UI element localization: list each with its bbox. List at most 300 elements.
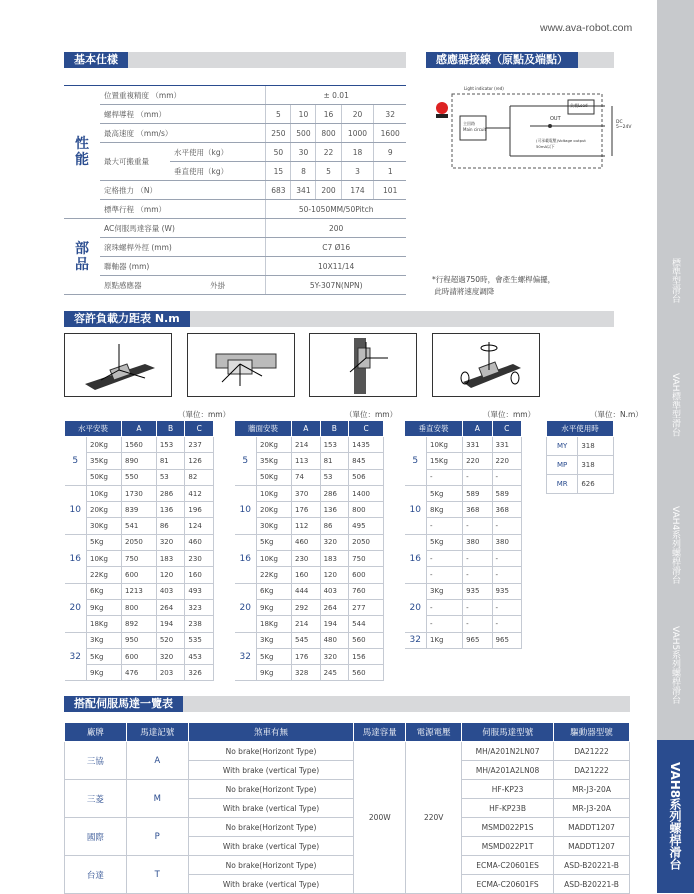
screw-lead: 16 [405, 534, 427, 583]
motor-header [65, 723, 630, 742]
load-cell: 9Kg [257, 599, 292, 615]
table-row [65, 502, 214, 518]
website-url[interactable]: www.ava-robot.com [540, 22, 633, 34]
load-cell: 600 [122, 648, 157, 664]
screw-lead: 32 [405, 632, 427, 648]
load-cell: 460 [185, 534, 214, 550]
load-cell: 560 [349, 665, 384, 681]
side-tab[interactable]: VAH4系列螺桿滑台 [670, 505, 680, 585]
load-cell: 320 [156, 534, 185, 550]
table-row [405, 583, 522, 599]
spec-value: 18 [341, 143, 374, 162]
brake: No brake(Horizont Type) [188, 818, 354, 837]
load-cell: 176 [292, 648, 321, 664]
motor-col: 煞車有無 [188, 723, 354, 742]
load-cell: 600 [122, 567, 157, 583]
load-cell: 35Kg [87, 453, 122, 469]
motor-col: 馬達容量 [354, 723, 406, 742]
side-tab[interactable]: VAH標準型滑台 [670, 373, 680, 437]
load-cell: 160 [185, 567, 214, 583]
servo-model: HF-KP23B [462, 799, 554, 818]
load-title: 牆面安裝 [235, 421, 292, 437]
sensor-light-label: Light indicator (red) [464, 86, 504, 91]
table-row [65, 742, 630, 761]
table-row [235, 665, 384, 681]
load-cell: 560 [349, 632, 384, 648]
screw-lead: 20 [405, 583, 427, 632]
screw-lead: 16 [65, 534, 87, 583]
screw-lead: 32 [235, 632, 257, 681]
load-cell: 845 [349, 453, 384, 469]
driver-model: DA21222 [554, 761, 630, 780]
load-cell: - [463, 469, 492, 485]
table-row [235, 534, 384, 550]
load-cell: 800 [349, 502, 384, 518]
screw-lead: 5 [235, 437, 257, 486]
spec-value: 10 [291, 105, 316, 124]
moment-value: 318 [578, 437, 614, 456]
servo-model: MH/A201A2LN08 [462, 761, 554, 780]
load-cell: 238 [185, 616, 214, 632]
load-col: A [122, 421, 157, 437]
load-cell: 183 [320, 551, 349, 567]
driver-model: ASD-B20221-B [554, 856, 630, 875]
load-cell: 15Kg [427, 453, 463, 469]
table-row [65, 616, 214, 632]
load-cell: 136 [156, 502, 185, 518]
table-row [65, 567, 214, 583]
load-header [235, 421, 384, 437]
screw-lead: 16 [235, 534, 257, 583]
brake: No brake(Horizont Type) [188, 856, 354, 875]
load-cell: 965 [463, 632, 492, 648]
spec-row [64, 105, 406, 124]
servo-model: HF-KP23 [462, 780, 554, 799]
load-cell: 453 [185, 648, 214, 664]
load-cell: 495 [349, 518, 384, 534]
sensor-out-label: OUT [550, 116, 561, 122]
spec-value: 32 [374, 105, 406, 124]
driver-model: ASD-B20221-B [554, 875, 630, 894]
spec-row [64, 124, 406, 143]
load-cell: 196 [185, 502, 214, 518]
spec-label: 聯軸器 (mm) [100, 257, 266, 276]
load-cell: 5Kg [87, 648, 122, 664]
spec-value: 5 [266, 105, 291, 124]
section-motor: 搭配伺服馬達一覽表 [64, 696, 630, 712]
load-cell: 194 [320, 616, 349, 632]
spec-value: 800 [316, 124, 341, 143]
spec-value: C7 Ø16 [266, 238, 406, 257]
brake: With brake (vertical Type) [188, 875, 354, 894]
screw-lead: 10 [405, 485, 427, 534]
load-cell: 245 [320, 665, 349, 681]
load-cell: 120 [156, 567, 185, 583]
load-cell: 380 [492, 534, 521, 550]
wall-load-table [234, 420, 384, 681]
load-col: B [156, 421, 185, 437]
side-tab-bar [657, 0, 694, 893]
load-cell: 544 [349, 616, 384, 632]
spec-value: 1 [374, 162, 406, 181]
side-tab[interactable]: VAH8系列螺桿滑台 [657, 740, 694, 893]
table-row [65, 469, 214, 485]
table-row [65, 518, 214, 534]
load-cell: - [492, 469, 521, 485]
side-tab[interactable]: 標準型滑台 [670, 257, 680, 303]
load-cell: 935 [463, 583, 492, 599]
load-cell: 30Kg [257, 518, 292, 534]
load-cell: 264 [320, 599, 349, 615]
load-cell: 20Kg [257, 437, 292, 453]
table-row [235, 518, 384, 534]
servo-model: MSMD022P1S [462, 818, 554, 837]
load-cell: 292 [292, 599, 321, 615]
load-cell: 113 [292, 453, 321, 469]
spec-row [64, 143, 406, 162]
unit-label-1: （單位：mm） [178, 410, 231, 419]
spec-value: 50-1050MM/50Pitch [266, 200, 406, 219]
driver-model: MADDT1207 [554, 837, 630, 856]
load-cell: 965 [492, 632, 521, 648]
load-cell: 3Kg [427, 583, 463, 599]
spec-value: 5 [316, 162, 341, 181]
load-cell: 160 [292, 567, 321, 583]
load-cell: - [492, 518, 521, 534]
spec-sublabel: 外掛 [170, 276, 266, 295]
spec-table [64, 85, 406, 295]
load-cell: 323 [185, 599, 214, 615]
load-cell: 18Kg [87, 616, 122, 632]
load-cell: 935 [492, 583, 521, 599]
spec-value: 3 [341, 162, 374, 181]
load-cell: 50Kg [257, 469, 292, 485]
brand: 三協 [65, 742, 127, 780]
load-cell: 153 [320, 437, 349, 453]
spec-value: 683 [266, 181, 291, 200]
load-cell: 10Kg [87, 551, 122, 567]
vertical-load-table [404, 420, 522, 649]
table-row [235, 469, 384, 485]
load-cell: 476 [122, 665, 157, 681]
load-cell: 326 [185, 665, 214, 681]
load-cell: 86 [156, 518, 185, 534]
spec-row [64, 276, 406, 295]
table-row [65, 665, 214, 681]
table-row [65, 551, 214, 567]
load-cell: 506 [349, 469, 384, 485]
load-cell: 5Kg [257, 648, 292, 664]
spec-value: 22 [316, 143, 341, 162]
load-cell: 53 [320, 469, 349, 485]
driver-model: MADDT1207 [554, 818, 630, 837]
load-cell: 237 [185, 437, 214, 453]
load-cell: 1560 [122, 437, 157, 453]
load-cell: 545 [292, 632, 321, 648]
screw-lead: 5 [405, 437, 427, 486]
load-cell: 520 [156, 632, 185, 648]
spec-value: 341 [291, 181, 316, 200]
brake: With brake (vertical Type) [188, 799, 354, 818]
load-cell: 86 [320, 518, 349, 534]
spec-value: 174 [341, 181, 374, 200]
brand: 台達 [65, 856, 127, 894]
load-cell: 214 [292, 616, 321, 632]
load-cell: 2050 [349, 534, 384, 550]
load-header [405, 421, 522, 437]
load-cell: 277 [349, 599, 384, 615]
table-row [235, 567, 384, 583]
load-cell: 6Kg [87, 583, 122, 599]
moment-value: 318 [578, 456, 614, 475]
load-col: A [463, 421, 492, 437]
load-cell: 214 [292, 437, 321, 453]
spec-row [64, 200, 406, 219]
load-cell: 328 [292, 665, 321, 681]
table-row [65, 856, 630, 875]
section-load-table: 容許負載力距表 N.m [64, 311, 614, 327]
spec-sublabel: 垂直使用（kg） [170, 162, 266, 181]
load-cell: 550 [122, 469, 157, 485]
load-col: C [492, 421, 521, 437]
sensor-dc-label: DC 5~24V [616, 120, 632, 130]
load-cell: 589 [492, 485, 521, 501]
motor-code: A [126, 742, 188, 780]
load-cell: 5Kg [257, 534, 292, 550]
load-cell: - [427, 518, 463, 534]
voltage: 220V [406, 742, 462, 894]
load-cell: 81 [320, 453, 349, 469]
motor-code: T [126, 856, 188, 894]
screw-lead: 10 [235, 485, 257, 534]
load-cell: 264 [156, 599, 185, 615]
load-cell: - [492, 551, 521, 567]
load-col: C [349, 421, 384, 437]
table-row [405, 437, 522, 453]
load-cell: 892 [122, 616, 157, 632]
spec-label: 螺桿導程 （mm） [100, 105, 266, 124]
load-cell: - [427, 469, 463, 485]
load-cell: 403 [320, 583, 349, 599]
motor-code: P [126, 818, 188, 856]
load-cell: 600 [349, 567, 384, 583]
load-cell: - [463, 616, 492, 632]
load-cell: 760 [349, 583, 384, 599]
spec-label: 位置重複精度 （mm） [100, 86, 266, 105]
load-cell: 194 [156, 616, 185, 632]
load-cell: 370 [292, 485, 321, 501]
table-row [65, 599, 214, 615]
screw-lead: 10 [65, 485, 87, 534]
load-cell: 2050 [122, 534, 157, 550]
spec-value: 20 [341, 105, 374, 124]
table-row [235, 648, 384, 664]
load-cell: 320 [156, 648, 185, 664]
load-cell: 412 [185, 485, 214, 501]
sensor-diagram [430, 86, 630, 176]
table-row [65, 583, 214, 599]
group-performance: 性 能 [64, 86, 100, 219]
load-cell: 1435 [349, 437, 384, 453]
table-row [235, 502, 384, 518]
load-cell: 1400 [349, 485, 384, 501]
load-cell: 20Kg [257, 502, 292, 518]
load-cell: 81 [156, 453, 185, 469]
spec-value: 8 [291, 162, 316, 181]
load-cell: 589 [463, 485, 492, 501]
spec-value: 50 [266, 143, 291, 162]
spec-value: 10X11/14 [266, 257, 406, 276]
motor-code: M [126, 780, 188, 818]
motor-col: 電源電壓 [406, 723, 462, 742]
load-cell: 890 [122, 453, 157, 469]
load-cell: 220 [492, 453, 521, 469]
load-cell: - [463, 518, 492, 534]
load-cell: 10Kg [257, 551, 292, 567]
spec-row [64, 257, 406, 276]
spec-value: 250 [266, 124, 291, 143]
table-row [405, 485, 522, 501]
load-cell: - [427, 567, 463, 583]
sensor-main-label: 主回路 Main circuit [463, 121, 487, 132]
spec-value: 15 [266, 162, 291, 181]
load-cell: 460 [292, 534, 321, 550]
load-cell: 156 [349, 648, 384, 664]
load-cell: 1Kg [427, 632, 463, 648]
load-cell: 20Kg [87, 502, 122, 518]
load-cell: 176 [292, 502, 321, 518]
load-cell: 9Kg [87, 665, 122, 681]
load-cell: 126 [185, 453, 214, 469]
motor-col: 馬達記號 [126, 723, 188, 742]
screw-lead: 5 [65, 437, 87, 486]
brake: No brake(Horizont Type) [188, 742, 354, 761]
load-cell: 124 [185, 518, 214, 534]
load-cell: - [492, 599, 521, 615]
capacity: 200W [354, 742, 406, 894]
group-parts: 部 品 [64, 219, 100, 295]
side-tab[interactable]: VAH5系列螺桿滑台 [670, 625, 680, 705]
spec-value: 1000 [341, 124, 374, 143]
load-cell: 480 [320, 632, 349, 648]
table-row [65, 534, 214, 550]
table-row [235, 583, 384, 599]
spec-value: 200 [316, 181, 341, 200]
table-row [235, 437, 384, 453]
load-cell: 9Kg [87, 599, 122, 615]
load-cell: 3Kg [257, 632, 292, 648]
brand: 國際 [65, 818, 127, 856]
table-row [235, 616, 384, 632]
load-cell: - [427, 551, 463, 567]
load-cell: 82 [185, 469, 214, 485]
screw-lead: 20 [65, 583, 87, 632]
servo-model: ECMA-C20601ES [462, 856, 554, 875]
table-row [405, 632, 522, 648]
spec-label: AC伺服馬達容量 (W) [100, 219, 266, 238]
moment-axis: MY [547, 437, 578, 456]
load-cell: 183 [156, 551, 185, 567]
load-cell: 286 [156, 485, 185, 501]
screw-lead: 32 [65, 632, 87, 681]
load-cell: 3Kg [87, 632, 122, 648]
load-cell: - [492, 616, 521, 632]
motor-col: 廠牌 [65, 723, 127, 742]
section-basic-spec: 基本仕樣 [64, 52, 406, 68]
load-cell: 8Kg [427, 502, 463, 518]
load-cell: 10Kg [87, 485, 122, 501]
load-cell: 5Kg [427, 534, 463, 550]
load-col: B [320, 421, 349, 437]
table-row [405, 534, 522, 550]
load-cell: 50Kg [87, 469, 122, 485]
motor-col: 伺服馬達型號 [462, 723, 554, 742]
load-cell: 5Kg [87, 534, 122, 550]
load-cell: 320 [320, 648, 349, 664]
table-row [65, 485, 214, 501]
unit-label-4: （單位：N.m） [590, 410, 643, 419]
load-title: 水平安裝 [65, 421, 122, 437]
vertical-mount-image [309, 333, 417, 397]
load-cell: - [492, 567, 521, 583]
load-cell: 18Kg [257, 616, 292, 632]
load-cell: 380 [463, 534, 492, 550]
moment-value: 626 [578, 475, 614, 494]
driver-model: MR-J3-20A [554, 780, 630, 799]
load-cell: 22Kg [87, 567, 122, 583]
spec-row [64, 86, 406, 105]
table-row [65, 648, 214, 664]
wall-mount-image [187, 333, 295, 397]
brand: 三菱 [65, 780, 127, 818]
spec-label: 最大可搬重量 [100, 143, 170, 181]
load-cell: 153 [156, 437, 185, 453]
load-cell: 136 [320, 502, 349, 518]
load-cell: 30Kg [87, 518, 122, 534]
load-cell: 286 [320, 485, 349, 501]
unit-label-2: （單位：mm） [345, 410, 398, 419]
load-cell: - [463, 551, 492, 567]
spec-value: 9 [374, 143, 406, 162]
load-cell: 800 [122, 599, 157, 615]
load-cell: 6Kg [257, 583, 292, 599]
spec-row [64, 219, 406, 238]
motor-col: 驅動器型號 [554, 723, 630, 742]
load-cell: 9Kg [257, 665, 292, 681]
table-row [65, 453, 214, 469]
load-cell: 541 [122, 518, 157, 534]
unit-label-3: （單位：mm） [483, 410, 536, 419]
spec-label: 定格推力 （N） [100, 181, 266, 200]
table-row [547, 437, 614, 456]
load-cell: 368 [463, 502, 492, 518]
load-cell: 10Kg [257, 485, 292, 501]
load-cell: 120 [320, 567, 349, 583]
sensor-load-label: 負載Load [570, 103, 588, 108]
table-row [547, 475, 614, 494]
load-cell: 230 [292, 551, 321, 567]
load-cell: 203 [156, 665, 185, 681]
moment-header [547, 421, 614, 437]
spec-value: ± 0.01 [266, 86, 406, 105]
servo-model: MSMD022P1T [462, 837, 554, 856]
table-row [235, 551, 384, 567]
spec-label: 滾珠螺桿外徑 (mm) [100, 238, 266, 257]
load-cell: 1730 [122, 485, 157, 501]
spec-value: 500 [291, 124, 316, 143]
load-cell: 535 [185, 632, 214, 648]
section-sensor: 感應器接線（原點及端點） [426, 52, 614, 68]
